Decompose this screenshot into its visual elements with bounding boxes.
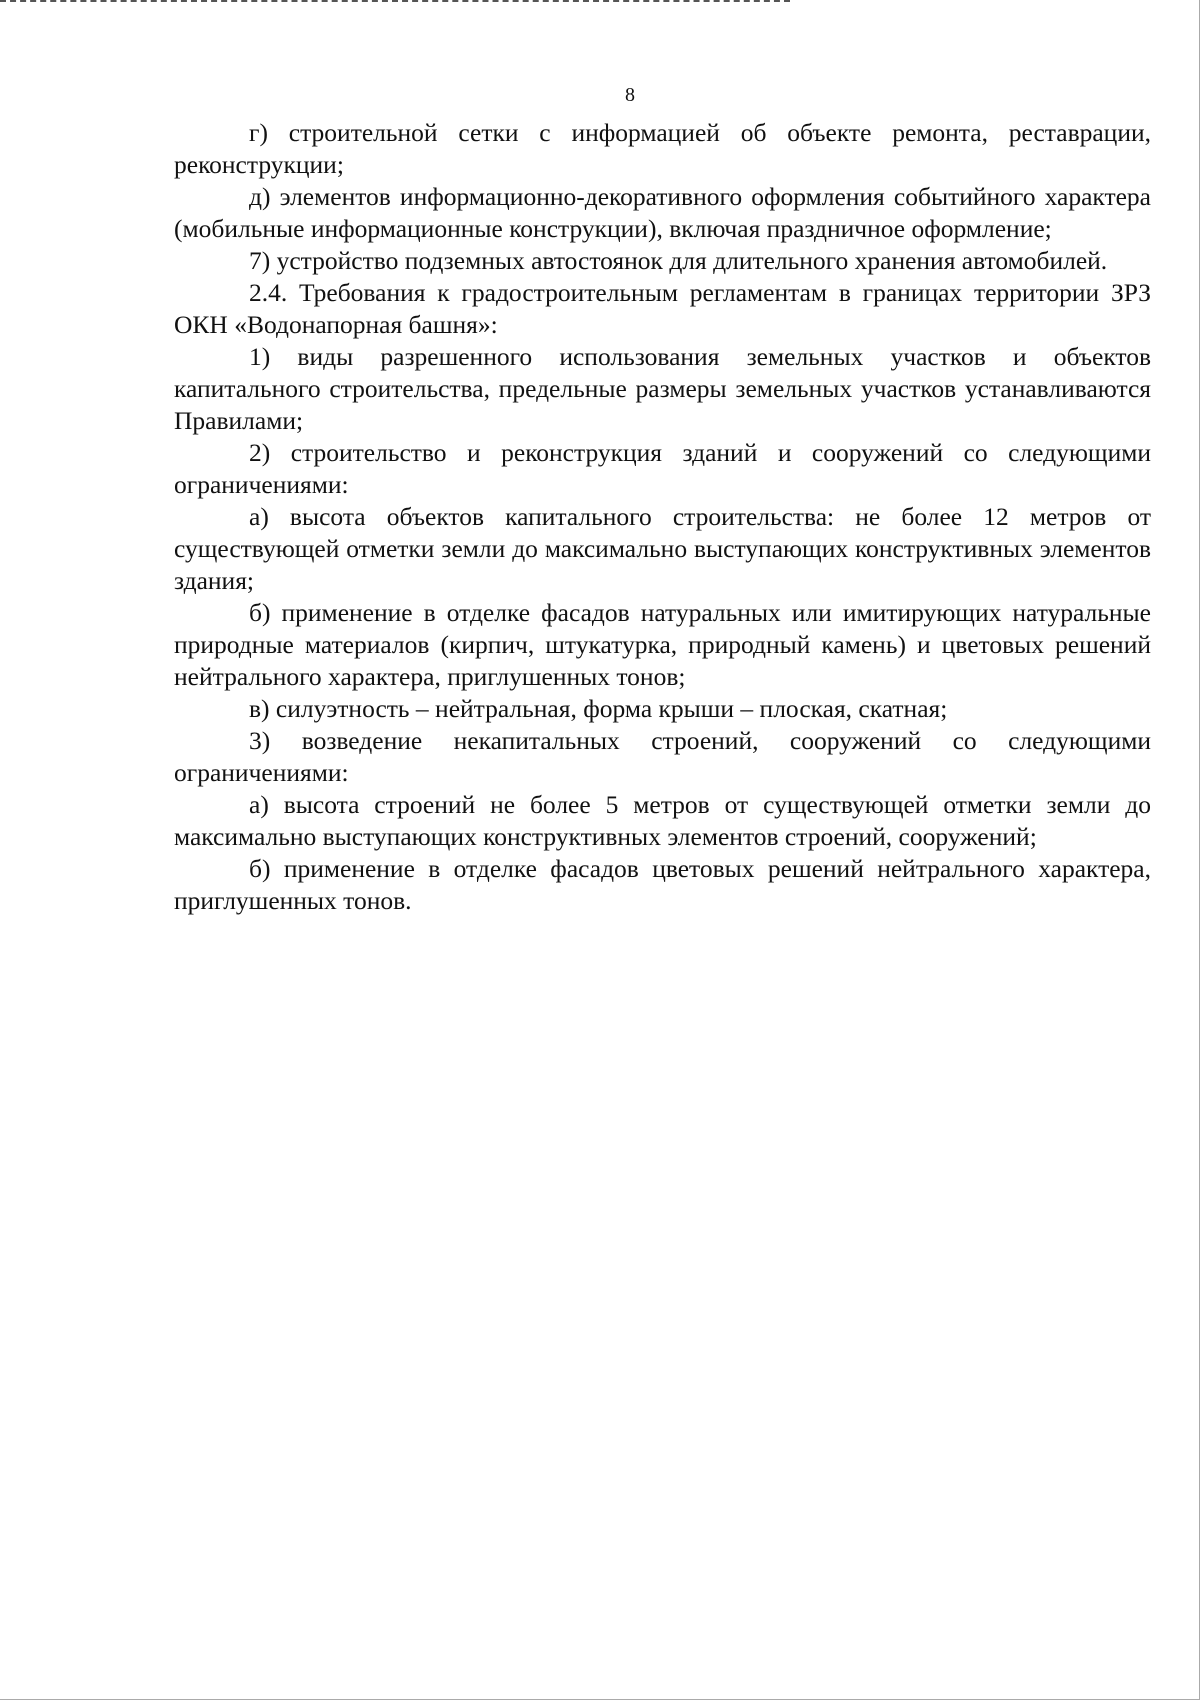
paragraph-a-structure-height: а) высота строений не более 5 метров от существующей отметки земли до максимально выступающих конструктивных элементов строений, сооружений;	[174, 790, 1151, 851]
paragraph-v-silhouette: в) силуэтность – нейтральная, форма крыши – плоская, скатная;	[249, 694, 948, 723]
paragraph-2-4-requirements: 2.4. Требования к градостроительным регламентам в границах территории ЗРЗ ОКН «Водонапорная башня»:	[174, 278, 1151, 339]
document-body	[174, 117, 1151, 917]
paragraph-b-facade-materials: б) применение в отделке фасадов натуральных или имитирующих натуральные природные материалов (кирпич, штукатурка, природный камень) и цветовых решений нейтрального характера, приглушенных тонов;	[174, 598, 1151, 691]
scan-top-edge	[0, 0, 790, 5]
paragraph-3-temporary-structures: 3) возведение некапитальных строений, сооружений со следующими ограничениями:	[174, 726, 1151, 787]
page-number: 8	[625, 84, 635, 106]
paragraph-g-construction-net: г) строительной сетки с информацией об объекте ремонта, реставрации, реконструкции;	[174, 118, 1151, 179]
paragraph-2-construction-limits: 2) строительство и реконструкция зданий и сооружений со следующими ограничениями:	[174, 438, 1151, 499]
paragraph-d-decorative-elements: д) элементов информационно-декоративного оформления событийного характера (мобильные информационные конструкции), включая праздничное оформление;	[174, 182, 1151, 243]
paragraph-7-underground-parking: 7) устройство подземных автостоянок для длительного хранения автомобилей.	[249, 246, 1108, 275]
paragraph-1-permitted-use: 1) виды разрешенного использования земельных участков и объектов капитального строительства, предельные размеры земельных участков устанавливаются Правилами;	[174, 342, 1151, 435]
paragraph-a-building-height: а) высота объектов капитального строительства: не более 12 метров от существующей отметки земли до максимально выступающих конструктивных элементов здания;	[174, 502, 1151, 595]
paragraph-b-facade-colors: б) применение в отделке фасадов цветовых решений нейтрального характера, приглушенных тонов.	[174, 854, 1151, 915]
